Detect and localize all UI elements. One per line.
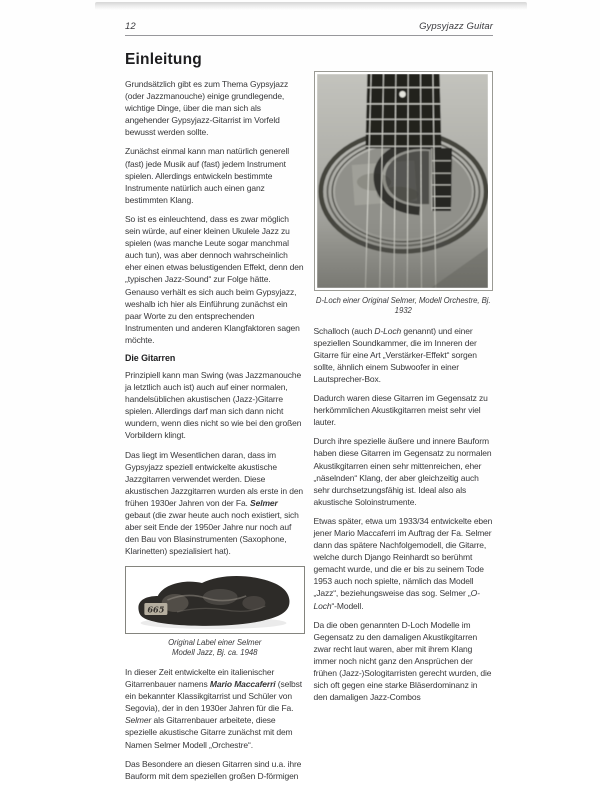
serial-number-text: 665 bbox=[147, 604, 165, 615]
fretboard bbox=[365, 74, 441, 148]
paragraph: So ist es einleuchtend, dass es zwar möglich sein würde, auf einer kleinen Ukulele Jazz zu spielen (was manche Leute sogar manchmal auch tun), was aber dennoch wahrscheinlich eher einen etwas belustigenden Effekt, denn den „typischen Jazz-Sound“ zur Folge hätte. Genauso verhält es sich auch beim Gypsyjazz, weshalb ich hier als Einführung zunächst ein paar Worte zu den entsprechenden Instrumenten und anderen Klangfaktoren sagen möchte. bbox=[125, 213, 304, 345]
selmer-label-figure bbox=[125, 566, 305, 658]
text-run: “-Modell. bbox=[331, 600, 364, 611]
page-number: 12 bbox=[125, 21, 136, 32]
fret-dot-inlay bbox=[399, 91, 405, 98]
guitar-dhole-figure bbox=[314, 71, 494, 316]
text-run: Schalloch (auch bbox=[313, 325, 375, 336]
text-run: Etwas später, etwa um 1933/34 entwickelte eben jener Mario Maccaferri im Auftrag der Fa. Selmer dann das spätere Nachfolgemodell, die Gitarre, welche durch Django Reinhardt so berühmt gemacht wurde, und die er bis zu seinem Tode 1953 auch noch spielte, nämlich das Modell „Jazz“, beziehungsweise das sog. Selmer „ bbox=[313, 515, 493, 599]
guitar-photo-frame bbox=[314, 71, 494, 291]
text-run: genannt) und einer speziellen Soundkammer, die im Inneren der Gitarre für eine Art „Verstärker-Effekt“ sorgen sollte, ähnlich einem Subwoofer in einer Lautsprecher-Box. bbox=[313, 325, 477, 384]
maccaferri-emphasis: Mario Maccaferri bbox=[209, 679, 276, 690]
paragraph: Prinzipiell kann man Swing (was Jazzmanouche ja letztlich auch ist) auch auf einer normalen, handelsüblichen akustischen (Jazz-)Gitarre spielen. Allerdings darf man sich dann nicht wundern, wenn dies nicht so wie bei den großen Vorbildern klingt. bbox=[125, 369, 302, 441]
section-subheading: Die Gitarren bbox=[125, 352, 176, 363]
label-caption-line2: Modell Jazz, Bj. ca. 1948 bbox=[172, 648, 258, 658]
guitar-caption: D-Loch einer Original Selmer, Modell Orchestre, Bj. 1932 bbox=[315, 296, 491, 315]
text-run: (selbst ein bekannter Klassikgitarrist und Schüler von Segovia), der in den 1930er Jahren für die Fa. bbox=[125, 679, 302, 714]
paragraph bbox=[125, 666, 305, 751]
dloch-italic: D-Loch bbox=[374, 325, 402, 336]
paragraph bbox=[314, 515, 494, 612]
selmer-italic: Selmer bbox=[125, 715, 152, 726]
page-title: Einleitung bbox=[125, 51, 202, 68]
guitar-dhole-photo bbox=[317, 74, 488, 288]
text-run: als Gitarrenbauer arbeitete, diese spezielle akustische Gitarre zunächst mit dem Namen Selmer Modell „Orchestre“. bbox=[125, 715, 293, 750]
text-run: Das liegt im Wesentlichen daran, dass im Gypsyjazz speziell entwickelte akustische Jazzgitarren verwendet werden. Diese akustischen Jazzgitarren wurden als erste in den frühen 1930er Jahren von der Fa. bbox=[125, 449, 304, 508]
two-column-layout bbox=[125, 78, 493, 789]
label-worn-patch bbox=[203, 589, 238, 605]
paragraph: Dadurch waren diese Gitarren im Gegensatz zu herkömmlichen Akustikgitarren meist sehr viel lauter. bbox=[313, 393, 488, 428]
right-column bbox=[314, 69, 494, 789]
selmer-label-photo bbox=[129, 570, 299, 630]
paragraph: Grundsätzlich gibt es zum Thema Gypsyjazz (oder Jazzmanouche) einige grundlegende, wichtige Dinge, über die man sich als angehender Gypsyjazz-Gitarrist im Vorfeld bewusst werden sollte. bbox=[125, 79, 289, 138]
text-run: gebaut (die zwar heute auch noch existiert, sich aber seit Ende der 1950er Jahre nur noch auf den Bau von Blasinstrumenten (Saxophone, Klarinetten) spezialisiert hat). bbox=[125, 510, 299, 557]
paragraph: Da die oben genannten D-Loch Modelle im Gegensatz zu den damaligen Akustikgitarren zwar recht laut waren, aber mit ihrem Klang immer noch nicht ganz den Ansprüchen der frühen (Jazz-)Sologitarristen gerecht wurden, die sich oft gegen eine starke Bläserdominanz in den damaligen Jazz-Combos bbox=[313, 619, 492, 703]
paragraph: Durch ihre spezielle äußere und innere Bauform haben diese Gitarren im Gegensatz zu normalen Akustikgitarren einen sehr mittenreichen, eher „näselnden“ Klang, der aber gleichzeitig auch sehr durchsetzungsfähig ist. Ideal also als akustische Soloinstrumente. bbox=[313, 436, 492, 507]
paragraph: Das Besondere an diesen Gitarren sind u.a. ihre Bauform mit dem speziellen großen D-förmigen bbox=[125, 758, 302, 781]
left-column bbox=[125, 78, 305, 789]
running-title: Gypsyjazz Guitar bbox=[419, 21, 493, 32]
paragraph: Zunächst einmal kann man natürlich generell (fast) jede Musik auf (fast) jedem Instrument spielen. Allerdings entwickeln bestimmte Instrumente natürlich auch einen ganz bestimmten Klang. bbox=[125, 146, 289, 205]
book-page bbox=[125, 0, 493, 789]
paragraph bbox=[314, 325, 494, 385]
paragraph bbox=[125, 449, 305, 558]
label-caption-line1: Original Label einer Selmer bbox=[168, 638, 262, 648]
label-caption bbox=[125, 638, 305, 658]
oloch-italic: O-Loch bbox=[313, 588, 480, 611]
text-run: In dieser Zeit entwickelte ein italienischer Gitarrenbauer namens bbox=[125, 666, 275, 690]
running-header bbox=[125, 21, 493, 36]
label-photo-frame bbox=[125, 566, 305, 634]
selmer-emphasis: Selmer bbox=[250, 497, 278, 508]
